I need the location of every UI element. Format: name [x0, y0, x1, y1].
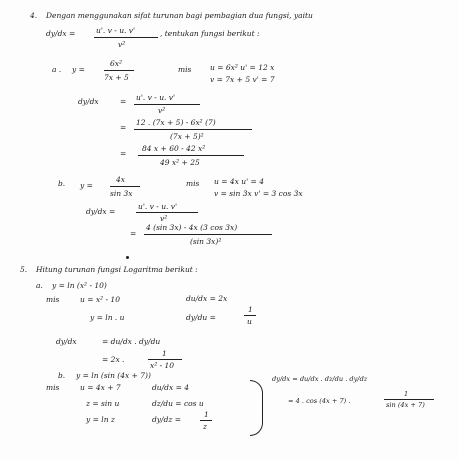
question-4-number: 4.: [30, 11, 38, 20]
part-5a-dy-num: 1: [248, 305, 253, 314]
part-4a-step2-num: 12 . (7x + 5) - 6x² (7): [136, 118, 216, 127]
part-5b-result-bar: [384, 399, 434, 400]
part-4b-derivative-lhs: dy/dx =: [86, 207, 116, 216]
formula-numerator: u'. v - u. v': [96, 26, 136, 35]
part-4a-step1-bar: [134, 104, 200, 105]
part-4b-step2-den: (sin 3x)²: [190, 237, 222, 246]
part-5a-chain-lhs: dy/dx: [56, 337, 77, 346]
part-5b-chain: dy/dx = du/dx . dz/du . dy/dz: [272, 375, 368, 383]
part-4b-step2-num: 4 (sin 3x) - 4x (3 cos 3x): [146, 223, 238, 232]
question-5-intro: Hitung turunan fungsi Logaritma berikut :: [36, 265, 198, 274]
question-4-instruction: , tentukan fungsi berikut :: [160, 29, 260, 38]
part-4a-v-def: v = 7x + 5 v' = 7: [210, 75, 275, 84]
part-4a-u-def: u = 6x² u' = 12 x: [210, 63, 275, 72]
part-5a-mis: mis: [46, 295, 60, 304]
part-5a-y-def: y = ln . u: [90, 313, 125, 322]
part-4a-mis: mis: [178, 65, 192, 74]
part-4a-step3-bar: [138, 155, 244, 156]
part-5b-dy-den: z: [203, 422, 207, 431]
part-5a-dy-bar: [244, 315, 256, 316]
part-4b-eq-lhs: y =: [80, 181, 93, 190]
curly-brace: [250, 380, 263, 436]
part-4a-eq-bar: [104, 70, 134, 71]
part-4a-step3-den: 49 x² + 25: [160, 158, 200, 167]
part-4a-step1-num: u'. v - u. v': [136, 93, 176, 102]
part-5b-result-num: 1: [404, 390, 409, 398]
part-4a-step2-bar: [134, 129, 252, 130]
part-5a-result-lhs: = 2x .: [102, 355, 125, 364]
part-4a-eq-den: 7x + 5: [104, 73, 129, 82]
part-4b-label: b.: [58, 179, 66, 188]
part-5b-mis: mis: [46, 383, 60, 392]
part-5b-dy-num: 1: [204, 410, 209, 419]
part-5b-dy-bar: [200, 420, 212, 421]
part-5a-dy-lhs: dy/du =: [186, 313, 216, 322]
part-5b-result-den: sin (4x + 7): [386, 401, 425, 409]
part-5b-du: du/dx = 4: [152, 383, 190, 392]
formula-denominator: v²: [118, 40, 126, 49]
part-4a-eq-sign-3: =: [120, 149, 127, 158]
part-5a-eq: y = ln (x² - 10): [52, 281, 107, 290]
part-5a-du: du/dx = 2x: [186, 294, 228, 303]
part-5a-label: a.: [36, 281, 43, 290]
part-4b-mis: mis: [186, 179, 200, 188]
part-5b-z-def: z = sin u: [86, 399, 120, 408]
part-5b-dy: dy/dz =: [152, 415, 181, 424]
part-4a-derivative-lhs: dy/dx: [78, 97, 99, 106]
part-4a-step3-num: 84 x + 60 - 42 x²: [142, 144, 206, 153]
part-4a-eq-sign-1: =: [120, 97, 127, 106]
question-4-intro: Dengan menggunakan sifat turunan bagi pembagian dua fungsi, yaitu: [46, 11, 313, 20]
part-5a-dy-den: u: [247, 317, 252, 326]
part-5a-result-bar: [148, 359, 182, 360]
part-4b-step1-num: u'. v - u. v': [138, 202, 178, 211]
formula-lhs: dy/dx =: [46, 29, 76, 38]
part-5a-result-num: 1: [162, 349, 167, 358]
part-4a-step2-den: (7x + 5)²: [170, 132, 204, 141]
part-5a-u-def: u = x² - 10: [80, 295, 120, 304]
part-4a-eq-lhs: y =: [72, 65, 85, 74]
part-4b-step1-bar: [136, 212, 198, 213]
part-4a-label: a .: [52, 65, 62, 74]
part-5a-chain-rhs: = du/dx . dy/du: [102, 337, 161, 346]
part-4b-eq-bar: [110, 186, 140, 187]
part-4b-step1-den: v²: [160, 214, 168, 223]
part-4a-eq-sign-2: =: [120, 123, 127, 132]
ink-dot: [126, 256, 129, 259]
part-5b-eq: y = ln (sin (4x + 7)): [76, 371, 151, 380]
formula-fraction-bar: [94, 37, 158, 38]
part-4b-v-def: v = sin 3x v' = 3 cos 3x: [214, 189, 303, 198]
part-4b-step2-bar: [144, 234, 272, 235]
part-5b-result-lhs: = 4 . cos (4x + 7) .: [288, 397, 351, 405]
part-5b-dz: dz/du = cos u: [152, 399, 204, 408]
part-4b-eq-den: sin 3x: [110, 189, 133, 198]
part-5a-result-den: x² - 10: [150, 361, 175, 370]
part-4a-step1-den: v²: [158, 106, 166, 115]
part-4b-eq-sign-2: =: [130, 229, 137, 238]
part-5b-label: b.: [58, 371, 66, 380]
part-4a-eq-num: 6x²: [110, 59, 123, 68]
part-5b-y-def: y = ln z: [86, 415, 115, 424]
question-5-number: 5.: [20, 265, 28, 274]
part-4b-u-def: u = 4x u' = 4: [214, 177, 264, 186]
part-5b-u-def: u = 4x + 7: [80, 383, 121, 392]
part-4b-eq-num: 4x: [116, 175, 126, 184]
